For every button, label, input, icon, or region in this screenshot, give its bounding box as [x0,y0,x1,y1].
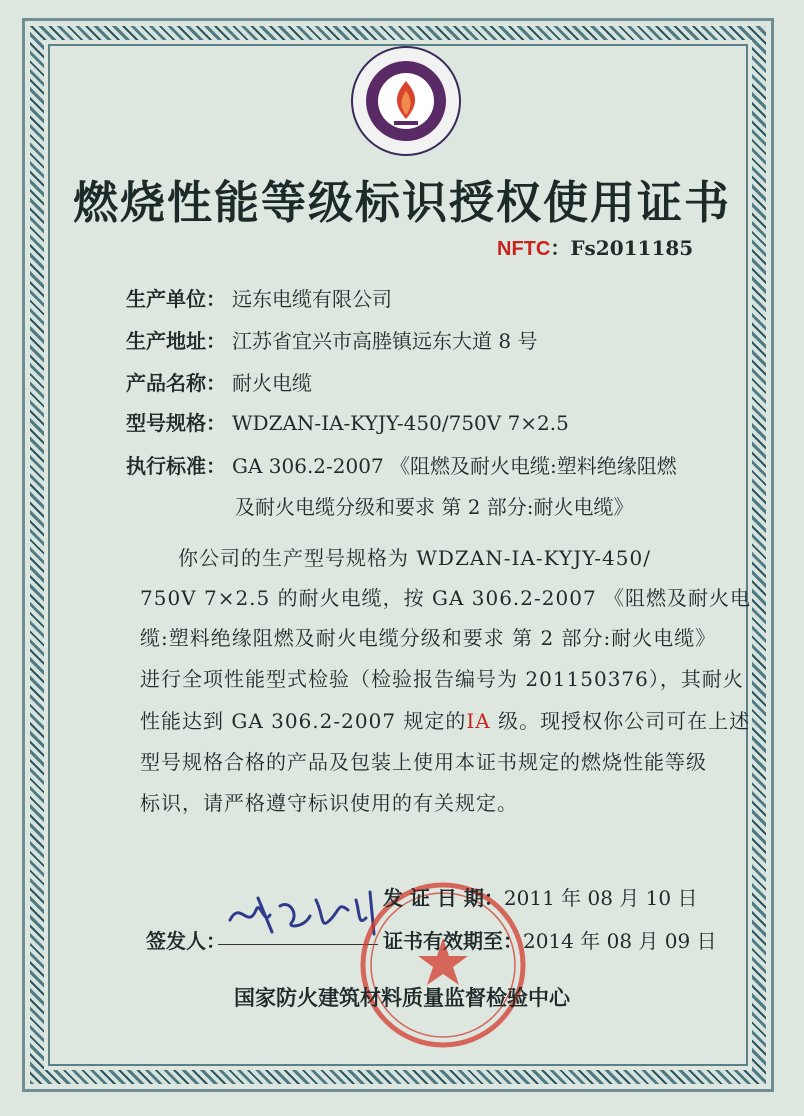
fire-grade: ⅠA [466,709,491,733]
body-line-5-post: 级。现授权你公司可在上述 [490,709,751,733]
certificate-number [497,232,693,261]
model-label: 型号规格： [126,411,226,435]
valid-until [383,925,717,954]
cert-number-prefix: NFTC [497,238,551,260]
cert-number-value: Fs2011185 [570,236,694,260]
address-label: 生产地址： [126,329,226,353]
signature-line [218,944,378,945]
certificate-title: 燃烧性能等级标识授权使用证书 [72,176,731,229]
issue-date [383,882,697,911]
body-line-3: 缆:塑料绝缘阻燃及耐火电缆分级和要求 第 2 部分:耐火电缆》 [140,626,717,650]
issue-date-value: 2011 年 08 月 10 日 [503,886,698,910]
body-line-5 [140,705,750,734]
address-field [126,325,537,354]
body-line-4: 进行全项性能型式检验（检验报告编号为 201150376），其耐火 [140,667,744,691]
standard-value-line2: 及耐火电缆分级和要求 第 2 部分:耐火电缆》 [235,495,634,519]
standard-field [126,450,677,479]
body-line-5-pre: 性能达到 GA 306.2-2007 规定的 [140,709,467,733]
address-value: 江苏省宜兴市高塍镇远东大道 8 号 [232,329,538,353]
valid-until-value: 2014 年 08 月 09 日 [523,929,717,953]
cert-number-separator: ： [550,236,571,260]
body-line-2: 750V 7×2.5 的耐火电缆，按 GA 306.2-2007 《阻燃及耐火电 [140,586,752,610]
model-value: WDZAN-ⅠA-KYJY-450/750V 7×2.5 [232,411,569,435]
manufacturer-value: 远东电缆有限公司 [232,287,392,311]
valid-until-label: 证书有效期至： [383,929,523,953]
issuing-authority: 国家防火建筑材料质量监督检验中心 [234,986,570,1010]
manufacturer-label: 生产单位： [126,287,226,311]
body-line-1: 你公司的生产型号规格为 WDZAN-ⅠA-KYJY-450/ [178,546,651,570]
product-field [126,367,312,396]
manufacturer-field [126,283,392,312]
signer-label: 签发人： [146,929,226,953]
standard-value-line1: GA 306.2-2007 《阻燃及耐火电缆:塑料绝缘阻燃 [232,454,677,478]
model-field [126,407,569,436]
body-line-7: 标识，请严格遵守标识使用的有关规定。 [140,791,518,815]
center-seal-logo [350,45,462,157]
product-value: 耐火电缆 [232,371,312,395]
product-label: 产品名称： [126,371,226,395]
body-line-6: 型号规格合格的产品及包装上使用本证书规定的燃烧性能等级 [140,750,707,774]
standard-label: 执行标准： [126,454,226,478]
issue-date-label: 发 证 日 期： [383,886,504,910]
